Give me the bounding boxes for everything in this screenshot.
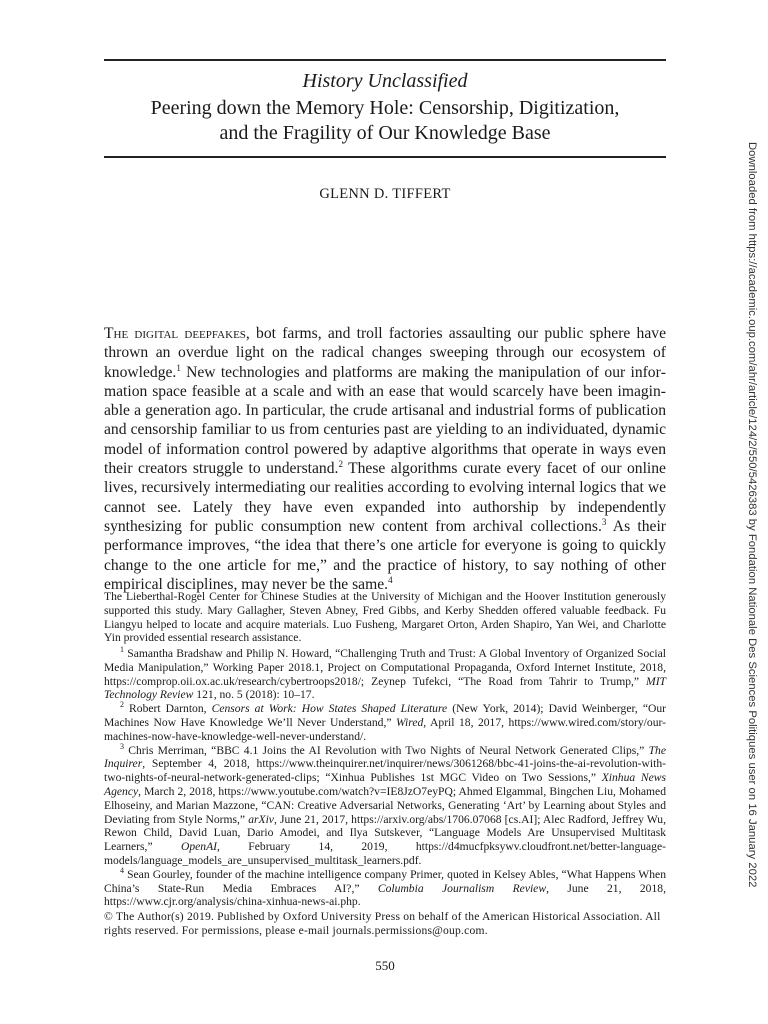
footnote-italic: Censors at Work: How States Shaped Literature: [211, 702, 448, 716]
page-number: 550: [375, 958, 395, 973]
footnote-text: Sean Gourley, founder of the machine intelligence company Primer, quoted in Kelsey Ables, “What Happens When China’s State-Run Media Embraces AI?,”: [104, 867, 666, 895]
footnote-2: [104, 702, 666, 743]
footnote-ref-1[interactable]: 1: [176, 362, 181, 373]
footnote-4: [104, 865, 666, 909]
footnote-text: Chris Merriman, “BBC 4.1 Joins the AI Revolution with Two Nights of Neural Network Generated Clips,”: [124, 743, 649, 757]
footnote-3: [104, 741, 666, 868]
footnote-number: 2: [120, 700, 124, 710]
footnote-text: , April 18, 2017, https://www.wired.com/story/our-machines-now-have-knowledge-well-never-understand/.: [104, 715, 666, 743]
body-segment-1: , bot farms, and troll factories assaulting our public sphere have thrown an overdue light on the radical changes sweeping through our ecosystem of knowledge.: [104, 325, 666, 381]
author-name: GLENN D. TIFFERT: [319, 186, 451, 202]
section-label: History Unclassified: [302, 70, 468, 92]
download-side-note-text: Downloaded from https://academic.oup.com/ahr/article/124/2/550/5426383 by Fondation Nationale Des Sciences Politiques user on 16 January 2022: [746, 142, 758, 888]
footnote-ref-2[interactable]: 2: [338, 458, 343, 469]
footnote-text: 121, no. 5 (2018): 10–17.: [193, 688, 315, 702]
footnote-italic: arXiv: [248, 812, 274, 826]
footnote-italic: MIT Technology Review: [104, 674, 666, 702]
title-line-2: and the Fragility of Our Knowledge Base: [219, 122, 551, 144]
footnote-text: Samantha Bradshaw and Philip N. Howard, “Challenging Truth and Trust: A Global Inventory of Organized Social Media Manipulation,” Working Paper 2018.1, Project on Computational Propaganda, Oxford Internet Institute, 2018, https://comprop.oii.ox.ac.uk/research/cybertroops2018/; Zeynep Tufekci, “The Road from Tahrir to Trump,”: [104, 647, 666, 688]
footnote-italic: Wired: [396, 715, 424, 729]
footnote-ref-4[interactable]: 4: [388, 574, 393, 585]
header-top-rule: [104, 59, 666, 61]
body-segment-3: These algorithms curate every facet of our online lives, recursively intermediating our realities according to evolving internal logics that we cannot see. Lately they have even expanded into authorship by independently synthesizing for public consumption new content from archival collections.: [104, 460, 666, 535]
footnote-italic: OpenAI: [180, 840, 218, 854]
footnote-italic: Xinhua News Agency: [104, 771, 666, 798]
article-title: [104, 96, 666, 146]
footnote-text: Robert Darnton,: [124, 702, 212, 716]
body-segment-2: New technologies and platforms are making the manipulation of our information space feasible at a scale and with an ease that would scarcely have been imaginable a generation ago. In particular, the crude artisanal and industrial forms of publication and censorship familiar to us from centuries past are yielding to an individuated, dynamic model of information control powered by adaptive algorithms that operate in ways even their creators struggle to understand.: [104, 363, 666, 478]
footnotes: [104, 647, 666, 909]
footnote-text: , September 4, 2018, https://www.theinquirer.net/inquirer/news/3061268/bbc-41-joins-the-ai-revolution-with-two-nights-of-neural-network-generated-clips; “Xinhua Publishes 1st MGC Video on Two Sessions,”: [104, 757, 666, 785]
footnote-text: , February 14, 2019, https://d4mucfpksywv.cloudfront.net/better-language-models/language_models_are_unsupervised_multitask_learners.pdf.: [104, 840, 666, 867]
body-segment-4: As their performance improves, “the idea that there’s one article for everyone is going to quickly change to the one article for me,” and the practice of history, to say nothing of other empirical disciplines, may never be the same.: [104, 517, 667, 593]
footnote-italic: Columbia Journalism Review: [377, 881, 547, 895]
footnote-italic: The Inquirer: [104, 743, 666, 771]
body-paragraph: [104, 324, 666, 594]
lead-in-small-caps: The digital deepfakes: [104, 325, 246, 342]
footnote-number: 1: [120, 645, 124, 655]
download-side-note: [742, 142, 761, 888]
acknowledgment-note: The Lieberthal-Rogel Center for Chinese Studies at the University of Michigan and the Hoover Institution generously supported this study. Mary Gallagher, Steven Abney, Fred Gibbs, and Kerby Shedden offered valuable feedback. Fu Liangyu helped to locate and acquire materials. Luo Fusheng, Margaret Orton, Arden Shapiro, Yan Wei, and Charlotte Yin provided essential research assistance.: [104, 590, 666, 645]
footnote-text: , March 2, 2018, https://www.youtube.com/watch?v=IE8JzO7eyPQ; Ahmed Elgammal, Bingchen Liu, Mohamed Elhoseiny, and Marian Mazzone, “CAN: Creative Adversarial Networks, Generating ‘Art’ by Learning about Styles and Deviating from Style Norms,”: [104, 784, 666, 826]
header-bottom-rule: [104, 156, 666, 158]
footnote-text: , June 21, 2017, https://arxiv.org/abs/1706.07068 [cs.AI]; Alec Radford, Jeffrey Wu, Rewon Child, David Luan, Dario Amodei, and Ilya Sutskever, “Language Models Are Unsupervised Multitask Learners,”: [104, 812, 666, 854]
article-header: [104, 68, 666, 146]
footnote-number: 3: [120, 741, 124, 751]
footnote-text: , June 21, 2018, https://www.cjr.org/analysis/china-xinhua-news-ai.php.: [104, 881, 666, 909]
copyright-notice: © The Author(s) 2019. Published by Oxford University Press on behalf of the American Historical Association. All rights reserved. For permissions, please e-mail journals.permissions@oup.com.: [104, 910, 661, 937]
title-line-1: Peering down the Memory Hole: Censorship, Digitization,: [150, 97, 620, 119]
footnote-number: 4: [120, 865, 124, 875]
footnote-text: (New York, 2014); David Weinberger, “Our Machines Now Have Knowledge We’ll Never Understand,”: [104, 702, 666, 729]
footnote-ref-3[interactable]: 3: [601, 516, 607, 527]
footnote-1: [104, 647, 666, 702]
